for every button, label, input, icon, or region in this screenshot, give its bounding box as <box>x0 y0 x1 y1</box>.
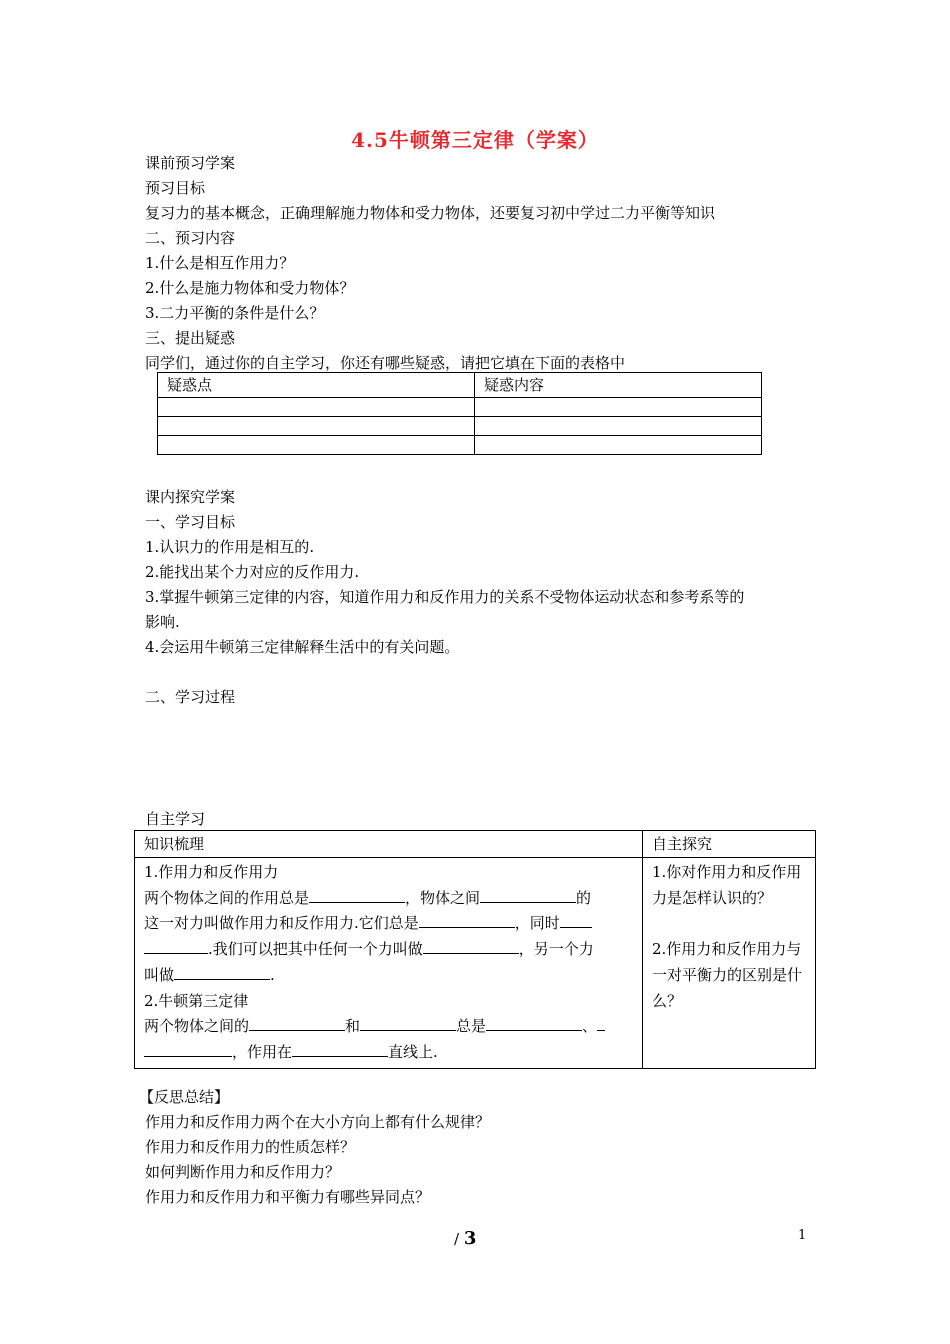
fill-blank[interactable] <box>249 1014 345 1031</box>
table-header: 自主探究 <box>643 831 816 858</box>
fill-blank[interactable] <box>309 886 405 903</box>
preview-goal-text: 复习力的基本概念，正确理解施力物体和受力物体，还要复习初中学过二力平衡等知识 <box>145 204 716 222</box>
fill-blank[interactable] <box>292 1040 388 1057</box>
preview-question: 3.二力平衡的条件是什么？ <box>145 304 325 322</box>
table-header: 知识梳理 <box>135 831 643 858</box>
knowledge-line: 两个物体之间的 和 总是 、 <box>144 1014 633 1040</box>
fill-blank[interactable] <box>419 912 515 929</box>
table-header: 疑惑内容 <box>475 373 762 398</box>
table-row <box>158 417 762 436</box>
fill-blank[interactable] <box>423 937 519 954</box>
learning-goal: 4.会运用牛顿第三定律解释生活中的有关问题。 <box>145 638 460 656</box>
learning-goal: 影响. <box>145 613 180 631</box>
knowledge-cell <box>135 858 643 1069</box>
knowledge-item-title: 2.牛顿第三定律 <box>144 991 249 1010</box>
table-cell[interactable] <box>475 436 762 455</box>
explore-question: 1.你对作用力和反作用力是怎样认识的？ <box>652 863 802 907</box>
explore-question: 2.作用力和反作用力与一对平衡力的区别是什么？ <box>652 940 803 1010</box>
section-heading-preview: 课前预习学案 <box>145 154 236 172</box>
table-row <box>158 398 762 417</box>
doubt-table <box>157 372 762 455</box>
section-heading-inclass: 课内探究学案 <box>145 488 236 506</box>
table-cell[interactable] <box>475 417 762 436</box>
reflection-heading: 【反思总结】 <box>139 1088 230 1106</box>
learning-goal: 2.能找出某个力对应的反作用力. <box>145 563 360 581</box>
knowledge-line: 这一对力叫做作用力和反作用力.它们总是 ，同时 <box>144 911 633 937</box>
preview-question: 2.什么是施力物体和受力物体？ <box>145 279 355 297</box>
reflection-question: 作用力和反作用力的性质怎样？ <box>145 1138 356 1156</box>
preview-question: 1.什么是相互作用力？ <box>145 254 295 272</box>
table-cell[interactable] <box>158 398 475 417</box>
reflection-question: 作用力和反作用力两个在大小方向上都有什么规律？ <box>145 1113 491 1131</box>
table-cell[interactable] <box>158 417 475 436</box>
fill-blank[interactable] <box>597 1014 605 1031</box>
doubt-heading: 三、提出疑惑 <box>145 329 236 347</box>
knowledge-line: .我们可以把其中任何一个力叫做 ，另一个力 <box>144 937 633 963</box>
reflection-question: 如何判断作用力和反作用力？ <box>145 1163 341 1181</box>
explore-cell <box>643 858 816 1069</box>
self-study-table <box>134 830 816 1069</box>
table-header: 疑惑点 <box>158 373 475 398</box>
fill-blank[interactable] <box>360 1014 456 1031</box>
fill-blank[interactable] <box>174 963 270 980</box>
knowledge-line: 叫做 . <box>144 963 633 989</box>
knowledge-line: 两个物体之间的作用总是 ，物体之间 的 <box>144 886 633 912</box>
table-row <box>158 436 762 455</box>
table-cell[interactable] <box>475 398 762 417</box>
learning-goal: 3.掌握牛顿第三定律的内容，知道作用力和反作用力的关系不受物体运动状态和参考系等的 <box>145 588 745 606</box>
knowledge-line: ，作用在 直线上. <box>144 1040 633 1066</box>
doubt-text: 同学们，通过你的自主学习，你还有哪些疑惑，请把它填在下面的表格中 <box>145 354 626 372</box>
preview-goal-heading: 预习目标 <box>145 179 206 197</box>
knowledge-item-title: 1.作用力和反作用力 <box>144 863 279 881</box>
fill-blank[interactable] <box>486 1014 582 1031</box>
fill-blank[interactable] <box>144 1040 232 1057</box>
learning-process-heading: 二、学习过程 <box>145 688 236 706</box>
document-title: 4.5牛顿第三定律（学案） <box>351 128 599 152</box>
preview-content-heading: 二、预习内容 <box>145 229 236 247</box>
page-total: / 3 <box>454 1228 477 1249</box>
learning-goal: 1.认识力的作用是相互的. <box>145 538 315 556</box>
self-study-label: 自主学习 <box>145 810 206 828</box>
learning-goal-heading: 一、学习目标 <box>145 513 236 531</box>
fill-blank[interactable] <box>144 937 208 954</box>
table-cell[interactable] <box>158 436 475 455</box>
fill-blank[interactable] <box>480 886 576 903</box>
page-number: 1 <box>798 1228 807 1243</box>
reflection-question: 作用力和反作用力和平衡力有哪些异同点？ <box>145 1188 431 1206</box>
fill-blank[interactable] <box>560 912 592 929</box>
